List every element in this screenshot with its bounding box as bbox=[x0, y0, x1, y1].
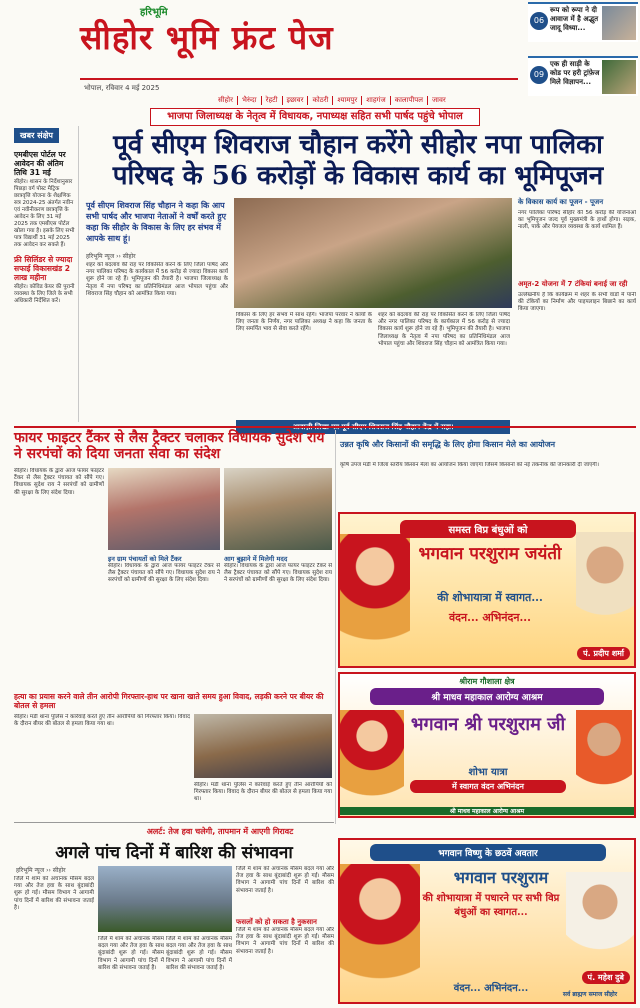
tab-location[interactable]: शाहगंज bbox=[362, 96, 390, 105]
teaser-page-number: 06 bbox=[530, 12, 548, 30]
ad-main-text: भगवान श्री परशुराम जी bbox=[410, 714, 566, 735]
person-photo bbox=[566, 872, 634, 972]
ad-sub-text: शोभा यात्रा bbox=[468, 767, 508, 778]
ad-vishnu-avatar[interactable] bbox=[338, 838, 636, 1004]
fire-sub-block-2 bbox=[224, 554, 332, 683]
header-divider bbox=[80, 78, 518, 80]
fire-subhead-2: आग बुझाने में मिलेगी मदद bbox=[224, 555, 288, 563]
weather-headline: अगले पांच दिनों में बारिश की संभावना bbox=[55, 843, 293, 863]
ad-person-name: पं. प्रदीप शर्मा bbox=[577, 647, 630, 660]
ad-tail-text: वंदन... अभिनंदन... bbox=[453, 983, 529, 994]
teaser-page-number: 09 bbox=[530, 66, 548, 84]
ad-footer: श्री माधव महाकाल आरोग्य आश्रम bbox=[340, 807, 634, 815]
weather-photo bbox=[98, 866, 232, 932]
lead-photo bbox=[234, 198, 512, 308]
ad-top-banner: भगवान विष्णु के छठवें अवतार bbox=[370, 844, 606, 861]
weather-subhead: फसलों को हो सकता है नुकसान bbox=[236, 918, 317, 926]
news-brief-column bbox=[14, 148, 76, 305]
crime-body: सीहोर। मंडी थाना पुलिस ने कार्रवाई करते हुए तीन आरोपियों को गिरफ्तार किया। विवाद के दौरान बीयर की बोतल से हमला किया गया था। bbox=[14, 714, 190, 728]
date-line: भोपाल, रविवार 4 मई 2025 bbox=[84, 84, 160, 92]
lead-headline: पूर्व सीएम शिवराज चौहान करेंगे सीहोर नपा पालिका परिषद के 56 करोड़ों के विकास कार्य का भूमिपूजन bbox=[112, 130, 604, 191]
fire-sub-body-2: सीहोर। विधायक के द्वारा आज फायर फाइटर टैंकर से लैस ट्रैक्टर पंचायत को सौंपे गए। विधायक सुदेश राय ने सरपंचों को ग्रामीणों की सुरक्षा के लिए संदेश दिया। bbox=[224, 563, 332, 584]
ad-top-text: श्रीराम गौशाला क्षेत्र bbox=[459, 676, 515, 686]
ad-person-name: पं. महेश दुबे bbox=[582, 971, 630, 984]
fire-story-headline: फायर फाइटर टैंकर से लैस ट्रैक्टर चलाकर विधायक सुदेश राय ने सरपंचों को दिया जनता सेवा का संदेश bbox=[14, 430, 325, 462]
lead-body: शहर को बदलाव की राह पर विकसित करने के लिए जिला पार्षद और नगर पालिका परिषद के कार्यकाल में 56 करोड़ से ज्यादा विकास कार्य शुरू होने जा रहे हैं। भूमिपूजन की तैयारी है। भाजपा जिलाध्यक्ष के नेतृत्व में नपा परिषद का प्रतिनिधिमंडल आज भोपाल पहुंचा और शिवराज सिंह चौहान को आमंत्रित किया गया। bbox=[86, 262, 228, 297]
teaser-text: एक ही साड़ी के कोड पर हरी ट्रांफ़ेज मिले विज्ञापन... bbox=[550, 60, 600, 86]
teaser-box[interactable] bbox=[528, 56, 638, 96]
deity-figure bbox=[340, 534, 410, 664]
ad-sub-text: की शोभायात्रा में स्वागत... bbox=[437, 591, 543, 604]
ad-sub-text: की शोभायात्रा में पधारने पर सभी विप्र बंधुओं का स्वागत... bbox=[422, 893, 560, 918]
weather-side-body: जिले में शाम को अचानक मौसम बदल गया और तेज हवा के साथ बूंदाबांदी शुरू हो गई। मौसम विभाग ने आगामी पांच दिनों में बारिश की संभावना जताई है। bbox=[236, 866, 334, 894]
farm-fair-headline: उन्नत कृषि और किसानों की समृद्धि के लिए होगा किसान मेले का आयोजन bbox=[340, 440, 556, 449]
teaser-photo bbox=[602, 6, 636, 40]
deity-figure bbox=[340, 864, 420, 1004]
ad-banner-top: समस्त विप्र बंधुओं को bbox=[400, 520, 576, 538]
ad-tail-text: वंदन... अभिनंदन... bbox=[449, 611, 531, 624]
crime-photo bbox=[194, 714, 332, 778]
ad-main-text: भगवान परशुराम जयंती bbox=[418, 544, 562, 564]
ad-person-role: सर्व ब्राह्मण समाज सीहोर bbox=[562, 991, 618, 998]
ad-main-text: भगवान परशुराम bbox=[453, 868, 549, 887]
weather-body: जिले में शाम को अचानक मौसम बदल गया और तेज हवा के साथ बूंदाबांदी शुरू हो गई। मौसम विभाग ने आगामी पांच दिनों में बारिश की संभावना जताई है। bbox=[14, 876, 94, 911]
tab-location[interactable]: भैरुंदा bbox=[238, 96, 262, 105]
weather-byline: हरिभूमि न्यूज ›› सीहोर bbox=[16, 867, 66, 874]
fire-sub-block bbox=[108, 554, 220, 683]
brief-body: सीहोर। कोविड केयर की पुरानी व्यवस्था के लिए जिले के सभी अधिकारी निर्देशित करें। bbox=[14, 284, 75, 304]
location-tabs bbox=[214, 96, 450, 105]
ad-tail-text: में स्वागत वंदन अभिनंदन bbox=[410, 780, 566, 793]
weather-side bbox=[236, 866, 334, 1003]
tab-location[interactable]: कालापीपल bbox=[391, 96, 428, 105]
side-column-body: नगर पालिका परिषद सीहोर की 56 करोड़ की योजनाओं का भूमिपूजन जल्द पूर्व मुख्यमंत्री के हाथों होगा। सड़क, नाली, पार्क और पेयजल व्यवस्था के कार्य शामिल हैं। bbox=[518, 210, 636, 231]
teaser-photo bbox=[602, 60, 636, 94]
lead-side-column bbox=[518, 198, 636, 428]
weather-side-body-2: जिले में शाम को अचानक मौसम बदल गया और तेज हवा के साथ बूंदाबांदी शुरू हो गई। मौसम विभाग ने आगामी पांच दिनों में बारिश की संभावना जताई है। bbox=[236, 927, 334, 955]
side-column-head: के विकास कार्य का पूजन - पूजन bbox=[518, 198, 604, 206]
lead-body-3: शहर को बदलाव की राह पर विकसित करने के लिए जिला पार्षद और नगर पालिका परिषद के कार्यकाल में 56 करोड़ से ज्यादा विकास कार्य शुरू होने जा रहे हैं। भूमिपूजन की तैयारी है। भाजपा जिलाध्यक्ष के नेतृत्व में नपा परिषद का प्रतिनिधिमंडल आज भोपाल पहुंचा और शिवराज सिंह चौहान को आमंत्रित किया गया। bbox=[378, 312, 510, 347]
ad-org-banner: श्री माधव महाकाल आरोग्य आश्रम bbox=[370, 688, 604, 705]
teaser-text: रूप को रूपा ने दी आवाज में है अद्भुत जादू विध्या... bbox=[550, 6, 599, 32]
page-title: सीहोर भूमि फ्रंट पेज bbox=[80, 18, 334, 57]
person-photo bbox=[576, 532, 634, 642]
brief-headline: फ्री सिलिंडर से ज्यादा सफाई विकासखंड 2 लाख महीना bbox=[14, 255, 73, 282]
fire-photo-2 bbox=[224, 468, 332, 550]
tab-location[interactable]: सीहोर bbox=[214, 96, 238, 105]
lead-lede: पूर्व सीएम शिवराज सिंह चौहान ने कहा कि आप सभी पार्षद और भाजपा नेताओं ने वर्षों करते हुए कहा कि सीहोर के विकास के लिए हर संभव में आपके साथ हूं। bbox=[86, 201, 227, 243]
tab-location[interactable]: कोठरी bbox=[308, 96, 333, 105]
brand-logo: हरिभूमि bbox=[140, 7, 168, 18]
person-photo bbox=[576, 710, 632, 808]
lead-byline: हरिभूमि न्यूज ›› सीहोर bbox=[86, 253, 136, 260]
weather-body-2: जिले में शाम को अचानक मौसम बदल गया और तेज हवा के साथ बूंदाबांदी शुरू हो गई। मौसम विभाग ने आगामी पांच दिनों में बारिश की संभावना जताई है। bbox=[98, 936, 164, 971]
teaser-box[interactable] bbox=[528, 2, 638, 42]
farm-fair-body: कृषि उपज मंडी में जिला स्तरीय किसान मेला का आयोजन किया जाएगा जिसमें किसानों को नई तकनीक की जानकारी दी जाएगी। bbox=[340, 462, 599, 468]
ad-parshuram-jayanti[interactable] bbox=[338, 512, 636, 668]
section-divider bbox=[14, 426, 636, 428]
lead-kicker: भाजपा जिलाध्यक्ष के नेतृत्व में विधायक, नपाध्यक्ष सहित सभी पार्षद पहुंचे भोपाल bbox=[150, 108, 480, 126]
fire-photo-1 bbox=[108, 468, 220, 550]
section-divider bbox=[14, 822, 334, 823]
fire-subhead: इन ग्राम पंचायतों को मिले टैंकर bbox=[108, 555, 182, 563]
deity-figure bbox=[340, 710, 404, 814]
side-column-body-2: उल्लेखनीय है कि कार्यक्रम में शहर के सभी वार्डों में पानी की टंकियों का निर्माण और पाइपलाइन बिछाने का कार्य किया जाएगा। bbox=[518, 292, 636, 313]
tab-location[interactable]: रेहटी bbox=[262, 96, 283, 105]
ad-arogya-ashram[interactable] bbox=[338, 672, 636, 818]
side-column-subhead: अमृत-2 योजना में 7 टंकियां बनाई जा रही bbox=[518, 280, 628, 288]
brief-body: सीहोर। शासन के निर्देशानुसार पिछड़ा वर्ग पोस्ट मैट्रिक छात्रवृत्ति योजना के शैक्षणिक सत्र 2024-25 अंतर्गत नवीन एवं नवीनीकरण छात्रवृत्ति के आवेदन के लिए 31 मई 2025 तक एमबीएस पोर्टल खोला गया है। इसके लिए सभी पात्र विद्यार्थी 31 मई 2025 तक आवेदन कर सकते हैं। bbox=[14, 179, 75, 248]
tab-location[interactable]: इछावर bbox=[283, 96, 309, 105]
column-divider bbox=[78, 126, 79, 422]
fire-sub-body: सीहोर। विधायक के द्वारा आज फायर फाइटर टैंकर से लैस ट्रैक्टर पंचायत को सौंपे गए। विधायक सुदेश राय ने सरपंचों को ग्रामीणों की सुरक्षा के लिए संदेश दिया। bbox=[108, 563, 220, 584]
weather-body-3: जिले में शाम को अचानक मौसम बदल गया और तेज हवा के साथ बूंदाबांदी शुरू हो गई। मौसम विभाग ने आगामी पांच दिनों में बारिश की संभावना जताई है। bbox=[166, 936, 232, 971]
crime-headline: हत्या का प्रयास करने वाले तीन आरोपी गिरफ्तार-हाथ पर खाना खाते समय हुआ विवाद, लड़की करने पर बीयर की बोतल से हमला bbox=[14, 692, 324, 710]
column-divider bbox=[335, 430, 336, 824]
tab-location[interactable]: श्यामपुर bbox=[333, 96, 362, 105]
crime-body-2: सीहोर। मंडी थाना पुलिस ने कार्रवाई करते हुए तीन आरोपियों को गिरफ्तार किया। विवाद के दौरान बीयर की बोतल से हमला किया गया था। bbox=[194, 782, 332, 803]
brief-headline: एमबीएस पोर्टल पर आवेदन की अंतिम तिथि 31 मई bbox=[14, 150, 66, 177]
news-brief-tag: खबर संक्षेप bbox=[14, 128, 59, 143]
lead-body-2: विकास के लिए हर संभव में साथ रहेंगे। भाजपा परवार ने कार्यों के लिए जनता के निर्णय, नगर पालिका अध्यक्ष ने कहा कि जनता के लिए समर्पित भाव से सेवा करते रहेंगे। bbox=[236, 312, 372, 333]
fire-story-body: सीहोर। विधायक के द्वारा आज फायर फाइटर टैंकर से लैस ट्रैक्टर पंचायत को सौंपे गए। विधायक सुदेश राय ने सरपंचों को ग्रामीणों की सुरक्षा के लिए संदेश दिया। bbox=[14, 468, 104, 496]
tab-location[interactable]: जावर bbox=[431, 96, 446, 104]
weather-kicker: अलर्ट: तेज हवा चलेगी, तापमान में आएगी गिरावट bbox=[146, 827, 294, 836]
